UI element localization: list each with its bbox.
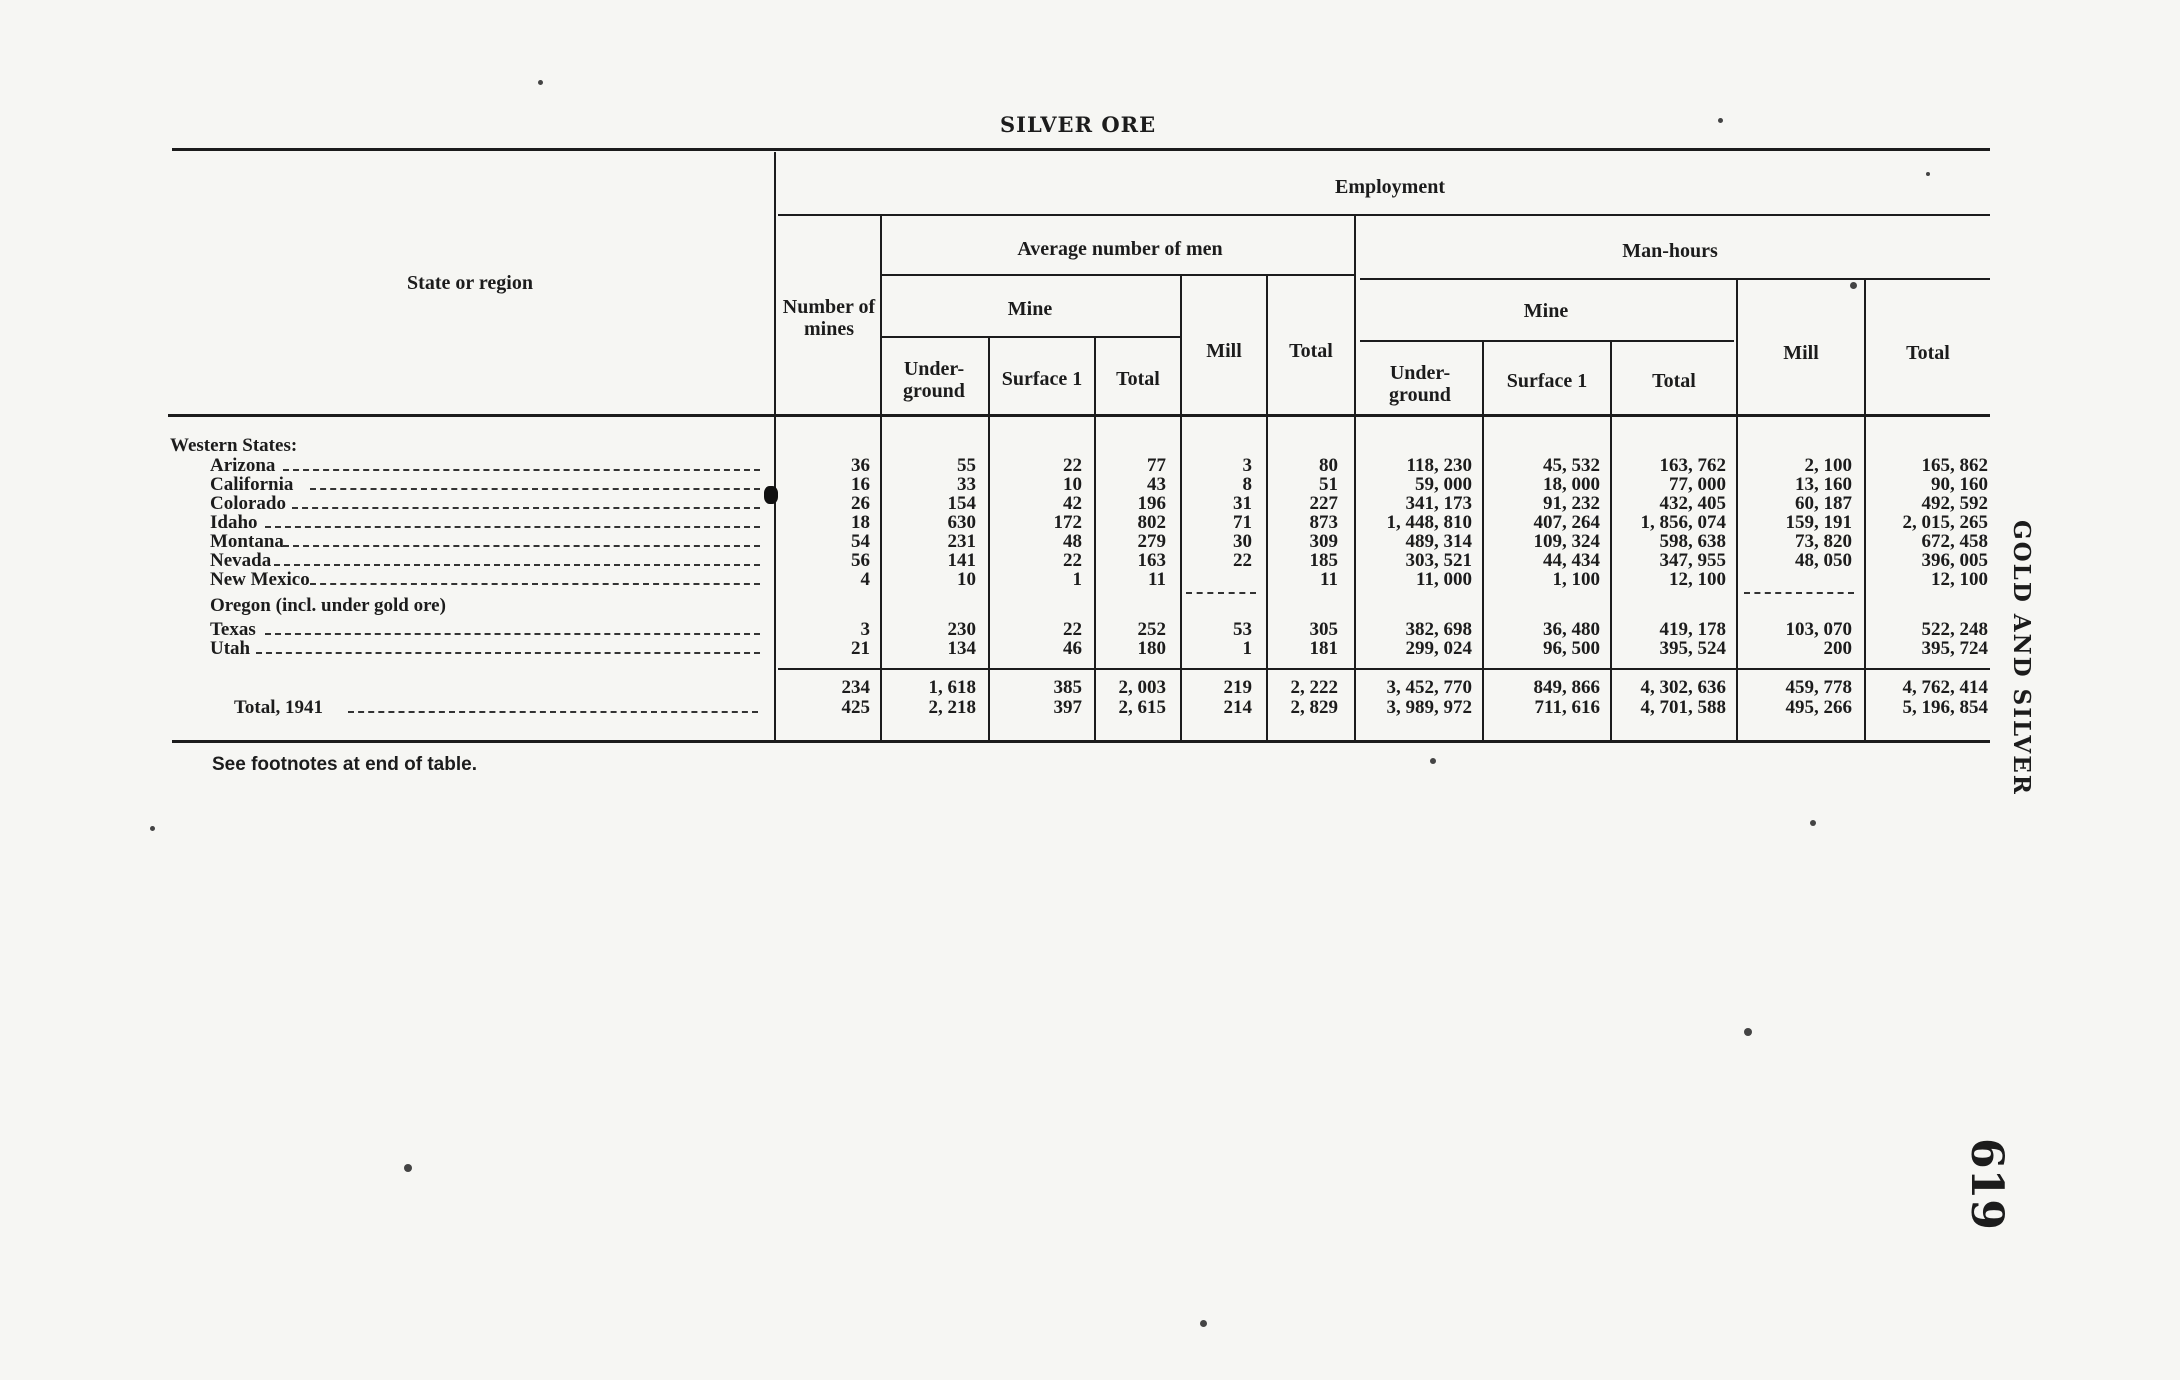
table-cell: 22 xyxy=(1233,550,1252,571)
state-name: Arizona xyxy=(210,455,276,476)
table-cell: 5, 196, 854 xyxy=(1902,697,1988,718)
header-mine-hours: Mine xyxy=(1523,300,1569,322)
table-cell: 42 xyxy=(1063,493,1082,514)
table-cell: 118, 230 xyxy=(1406,455,1472,476)
leader-dots xyxy=(265,633,760,635)
table-cell: 3 xyxy=(1242,455,1252,476)
table-cell: 672, 458 xyxy=(1921,531,1988,552)
table-cell: 397 xyxy=(1053,697,1082,718)
table-cell: 2, 015, 265 xyxy=(1902,512,1988,533)
leader-dots xyxy=(274,564,760,566)
table-cell: 347, 955 xyxy=(1659,550,1726,571)
total-label: Total, 1941 xyxy=(234,697,324,718)
table-cell: 16 xyxy=(851,474,870,495)
table-cell: 196 xyxy=(1137,493,1166,514)
table-cell: 3, 989, 972 xyxy=(1386,697,1472,718)
leader-dots xyxy=(256,652,760,654)
table-cell: 185 xyxy=(1309,550,1338,571)
table-cell: 1, 618 xyxy=(928,677,976,698)
table-cell: 1, 100 xyxy=(1552,569,1600,590)
table-cell: 495, 266 xyxy=(1785,697,1852,718)
state-name: Oregon (incl. under gold ore) xyxy=(210,595,446,616)
table-cell: 51 xyxy=(1319,474,1338,495)
table-cell: 48, 050 xyxy=(1795,550,1852,571)
page-title: SILVER ORE xyxy=(1000,112,1157,137)
footnote: See footnotes at end of table. xyxy=(212,754,477,775)
table-cell: 227 xyxy=(1309,493,1338,514)
table-cell: 341, 173 xyxy=(1405,493,1472,514)
header-total-mine-men: Total xyxy=(1116,368,1160,390)
table-cell: 60, 187 xyxy=(1795,493,1852,514)
table-cell: 3 xyxy=(860,619,870,640)
header-total-mine-hours: Total xyxy=(1652,370,1696,392)
table-cell: 109, 324 xyxy=(1533,531,1600,552)
table-cell: 385 xyxy=(1053,677,1082,698)
table-cell: 30 xyxy=(1233,531,1252,552)
table-cell: 492, 592 xyxy=(1921,493,1988,514)
header-avg-men: Average number of men xyxy=(1017,238,1223,260)
table-body xyxy=(170,0,1992,740)
header-man-hours: Man-hours xyxy=(1622,240,1718,262)
table-cell: 395, 524 xyxy=(1659,638,1726,659)
table-cell: 598, 638 xyxy=(1659,531,1726,552)
table-cell: 21 xyxy=(851,638,870,659)
table-cell: 59, 000 xyxy=(1415,474,1472,495)
header-surface-men: Surface 1 xyxy=(1001,368,1083,390)
table-cell: 103, 070 xyxy=(1785,619,1852,640)
table-cell: 18, 000 xyxy=(1543,474,1600,495)
table-cell: 4, 762, 414 xyxy=(1902,677,1988,698)
leader-dots xyxy=(292,507,760,509)
table-cell: 1 xyxy=(1072,569,1082,590)
table-cell: 214 xyxy=(1223,697,1252,718)
table-cell: 489, 314 xyxy=(1405,531,1472,552)
table-cell: 200 xyxy=(1823,638,1852,659)
state-name: Texas xyxy=(210,619,256,640)
table-cell: 54 xyxy=(851,531,870,552)
page-number: 619 xyxy=(1961,1138,2012,1230)
table-cell: 56 xyxy=(851,550,870,571)
state-name: California xyxy=(210,474,294,495)
table-cell: 165, 862 xyxy=(1921,455,1988,476)
table-cell: 22 xyxy=(1063,619,1082,640)
table-cell: 2, 829 xyxy=(1290,697,1338,718)
table-cell: 134 xyxy=(947,638,976,659)
table-cell: 11, 000 xyxy=(1416,569,1472,590)
table-cell: 48 xyxy=(1063,531,1082,552)
state-name: Colorado xyxy=(210,493,286,514)
header-mill-hours: Mill xyxy=(1783,342,1819,364)
state-name: Montana xyxy=(210,531,284,552)
table-cell: 90, 160 xyxy=(1931,474,1988,495)
table-cell: 11 xyxy=(1320,569,1338,590)
table-cell: 407, 264 xyxy=(1533,512,1600,533)
table-cell: 53 xyxy=(1233,619,1252,640)
table-cell: 163, 762 xyxy=(1659,455,1726,476)
table-cell: 33 xyxy=(957,474,976,495)
table-cell: 1 xyxy=(1242,638,1252,659)
table-cell: 44, 434 xyxy=(1543,550,1600,571)
group-label: Western States: xyxy=(170,435,298,456)
table-cell: 873 xyxy=(1309,512,1338,533)
table-cell: 91, 232 xyxy=(1543,493,1600,514)
table-cell: 36, 480 xyxy=(1543,619,1600,640)
header-mine-men: Mine xyxy=(1007,298,1053,320)
table-cell: 13, 160 xyxy=(1795,474,1852,495)
header-underground-hours: Under-ground xyxy=(1389,362,1451,406)
empty-cell-dash xyxy=(1186,592,1256,594)
table-cell: 2, 003 xyxy=(1118,677,1166,698)
table-cell: 231 xyxy=(947,531,976,552)
table-cell: 2, 218 xyxy=(928,697,976,718)
table-cell: 299, 024 xyxy=(1405,638,1472,659)
table-cell: 180 xyxy=(1137,638,1166,659)
table-cell: 303, 521 xyxy=(1405,550,1472,571)
header-surface-hours: Surface 1 xyxy=(1506,370,1588,392)
table-cell: 3, 452, 770 xyxy=(1386,677,1472,698)
table-cell: 219 xyxy=(1223,677,1252,698)
empty-cell-dash xyxy=(1744,592,1854,594)
table-cell: 12, 100 xyxy=(1931,569,1988,590)
table-cell: 77 xyxy=(1147,455,1166,476)
table-cell: 2, 100 xyxy=(1804,455,1852,476)
table-cell: 849, 866 xyxy=(1533,677,1600,698)
table-cell: 159, 191 xyxy=(1785,512,1852,533)
leader-dots xyxy=(348,711,758,713)
table-cell: 154 xyxy=(947,493,976,514)
state-name: Utah xyxy=(210,638,251,659)
table-cell: 55 xyxy=(957,455,976,476)
state-name: Nevada xyxy=(210,550,272,571)
table-cell: 8 xyxy=(1242,474,1252,495)
table-cell: 141 xyxy=(947,550,976,571)
table-cell: 22 xyxy=(1063,550,1082,571)
leader-dots xyxy=(310,583,760,585)
table-cell: 382, 698 xyxy=(1405,619,1472,640)
table-cell: 71 xyxy=(1233,512,1252,533)
table-cell: 432, 405 xyxy=(1659,493,1726,514)
table-cell: 96, 500 xyxy=(1543,638,1600,659)
header-total-men: Total xyxy=(1289,340,1333,362)
table-cell: 11 xyxy=(1148,569,1166,590)
table-cell: 172 xyxy=(1053,512,1082,533)
table-cell: 163 xyxy=(1137,550,1166,571)
table-cell: 396, 005 xyxy=(1921,550,1988,571)
table-cell: 10 xyxy=(1063,474,1082,495)
table-cell: 31 xyxy=(1233,493,1252,514)
leader-dots xyxy=(310,488,760,490)
leader-dots xyxy=(283,469,760,471)
table-cell: 419, 178 xyxy=(1659,619,1726,640)
table-cell: 425 xyxy=(841,697,870,718)
header-state: State or region xyxy=(407,272,533,294)
table-cell: 305 xyxy=(1309,619,1338,640)
table-cell: 2, 615 xyxy=(1118,697,1166,718)
table-cell: 22 xyxy=(1063,455,1082,476)
table-cell: 459, 778 xyxy=(1785,677,1852,698)
table-cell: 181 xyxy=(1309,638,1338,659)
table-cell: 395, 724 xyxy=(1921,638,1988,659)
table-cell: 711, 616 xyxy=(1534,697,1600,718)
table-cell: 522, 248 xyxy=(1921,619,1988,640)
state-name: Idaho xyxy=(210,512,258,533)
leader-dots xyxy=(283,545,760,547)
table-cell: 234 xyxy=(841,677,870,698)
table-cell: 36 xyxy=(851,455,870,476)
table-cell: 12, 100 xyxy=(1669,569,1726,590)
table-cell: 10 xyxy=(957,569,976,590)
table-cell: 4, 701, 588 xyxy=(1640,697,1726,718)
table-cell: 77, 000 xyxy=(1669,474,1726,495)
table-cell: 18 xyxy=(851,512,870,533)
table-cell: 80 xyxy=(1319,455,1338,476)
header-total-hours: Total xyxy=(1906,342,1950,364)
header-mill-men: Mill xyxy=(1206,340,1242,362)
table-cell: 43 xyxy=(1147,474,1166,495)
table-cell: 4 xyxy=(860,569,870,590)
table-cell: 802 xyxy=(1137,512,1166,533)
side-header: GOLD AND SILVER xyxy=(2008,520,2035,796)
leader-dots xyxy=(265,526,760,528)
state-name: New Mexico xyxy=(210,569,310,590)
table-cell: 230 xyxy=(947,619,976,640)
table-cell: 73, 820 xyxy=(1795,531,1852,552)
table-cell: 4, 302, 636 xyxy=(1640,677,1726,698)
table-cell: 252 xyxy=(1137,619,1166,640)
table-cell: 630 xyxy=(947,512,976,533)
table-cell: 46 xyxy=(1063,638,1082,659)
table-cell: 1, 856, 074 xyxy=(1640,512,1726,533)
table-cell: 279 xyxy=(1137,531,1166,552)
header-underground-men: Under-ground xyxy=(903,358,965,402)
table-cell: 309 xyxy=(1309,531,1338,552)
table-cell: 1, 448, 810 xyxy=(1386,512,1472,533)
table-cell: 26 xyxy=(851,493,870,514)
header-employment: Employment xyxy=(1335,176,1445,198)
header-number-of-mines: Number of mines xyxy=(782,296,876,340)
table-cell: 45, 532 xyxy=(1543,455,1600,476)
table-cell: 2, 222 xyxy=(1290,677,1338,698)
